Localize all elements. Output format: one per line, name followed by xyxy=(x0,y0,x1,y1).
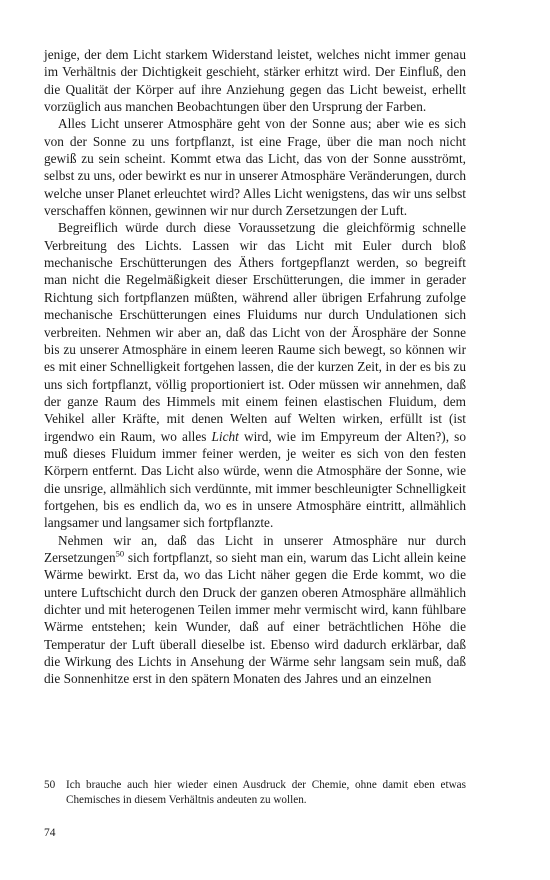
paragraph-4-part-a: Nehmen wir an, daß das Licht in unserer Atmosphäre nur durch Zersetzungen xyxy=(44,532,466,565)
page-number: 74 xyxy=(44,827,56,839)
paragraph-3 xyxy=(44,219,466,531)
paragraph-3-part-b: wird, wie im Empyreum der Alten?), so muß dieses Fluidum immer feiner werden, je weiter es sich von den festen Körpern entfernt. Das Licht also würde, wenn die Atmosphäre der Sonne, wie die unsrige, allmählich sich verdünnte, mit immer beschleunigter Schnelligkeit fortgehen, bis es endlich da, wo es in unsere Atmosphäre eintritt, allmählich langsamer und langsamer sich fortpflanzte. xyxy=(44,428,466,531)
italic-word-licht: Licht xyxy=(211,428,239,444)
footnote-text: Ich brauche auch hier wieder einen Ausdruck der Chemie, ohne damit eben etwas Chemisches in diesem Verhältnis andeuten zu wollen. xyxy=(66,779,466,806)
body-text xyxy=(44,46,466,688)
footnote-number: 50 xyxy=(44,779,56,791)
paragraph-4 xyxy=(44,532,466,688)
footnote xyxy=(44,778,466,808)
paragraph-2: Alles Licht unserer Atmosphäre geht von der Sonne aus; aber wie es sich von der Sonne zu uns fortpflanzt, ist eine Frage, über die man noch nicht gewiß zu sein scheint. Kommt etwa das Licht, das von der Sonne ausströmt, selbst zu uns, oder bewirkt es nur in unserer Atmosphäre Veränderungen, durch welche unser Planet erleuchtet wird? Alles Licht wenigstens, das wir uns selbst verschaffen können, gewinnen wir nur durch Zersetzungen der Luft. xyxy=(44,116,466,219)
paragraph-4-part-b: sich fortpflanzt, so sieht man ein, warum das Licht allein keine Wärme bewirkt. Erst da, wo das Licht näher gegen die Erde kommt, wo die untere Luftschicht durch den Druck der ganzen oberen Atmosphäre allmählich dichter und mit heterogenen Teilen immer mehr vermischt wird, kann fühlbare Wärme entstehen; kein Wunder, daß auf einer beträchtlichen Höhe die Temperatur der Luft überall dieselbe ist. Ebenso wird dadurch erklärbar, daß die Wirkung des Lichts in Ansehung der Wärme sehr langsam sein muß, daß die Sonnenhitze erst in den spätern Monaten des Jahres und an einzelnen xyxy=(44,549,466,687)
footnote-reference: 50 xyxy=(115,548,125,559)
paragraph-3-part-a: Begreiflich würde durch diese Voraussetzung die gleichförmig schnelle Verbreitung des Lichts. Lassen wir das Licht mit Euler durch bloß mechanische Erschütterungen des Äthers fortgepflanzt werden, so begreift man nicht die Regelmäßigkeit dieser Erschütterungen, die immer in gerader Richtung sich fortpflanzen müßten, während aller übrigen Erfahrung zufolge mechanische Erschütterungen eines Fluidums nur durch Undulationen sich verbreiten. Nehmen wir aber an, daß das Licht von der Ärosphäre der Sonne bis zu unserer Atmosphäre in einem leeren Raume sich bewegt, so können wir es mit einer Schnelligkeit fortgehen lassen, die der kurzen Zeit, in der es bis zu uns sich fortpflanzt, völlig proportioniert ist. Oder müssen wir annehmen, daß der ganze Raum des Himmels mit einem feinen elastischen Fluidum, dem Vehikel aller Kräfte, mit denen Welten auf Welten wirken, erfüllt ist (ist irgendwo ein Raum, wo alles xyxy=(44,220,466,444)
paragraph-1: jenige, der dem Licht starkem Widerstand leistet, welches nicht immer genau im Verhältnis der Dichtigkeit geschieht, stärker erhitzt wird. Der Einfluß, den die Qualität der Körper auf ihre Anziehung gegen das Licht beweist, erhellt vorzüglich aus manchen Beobachtungen über den Ursprung der Farben. xyxy=(44,47,466,115)
